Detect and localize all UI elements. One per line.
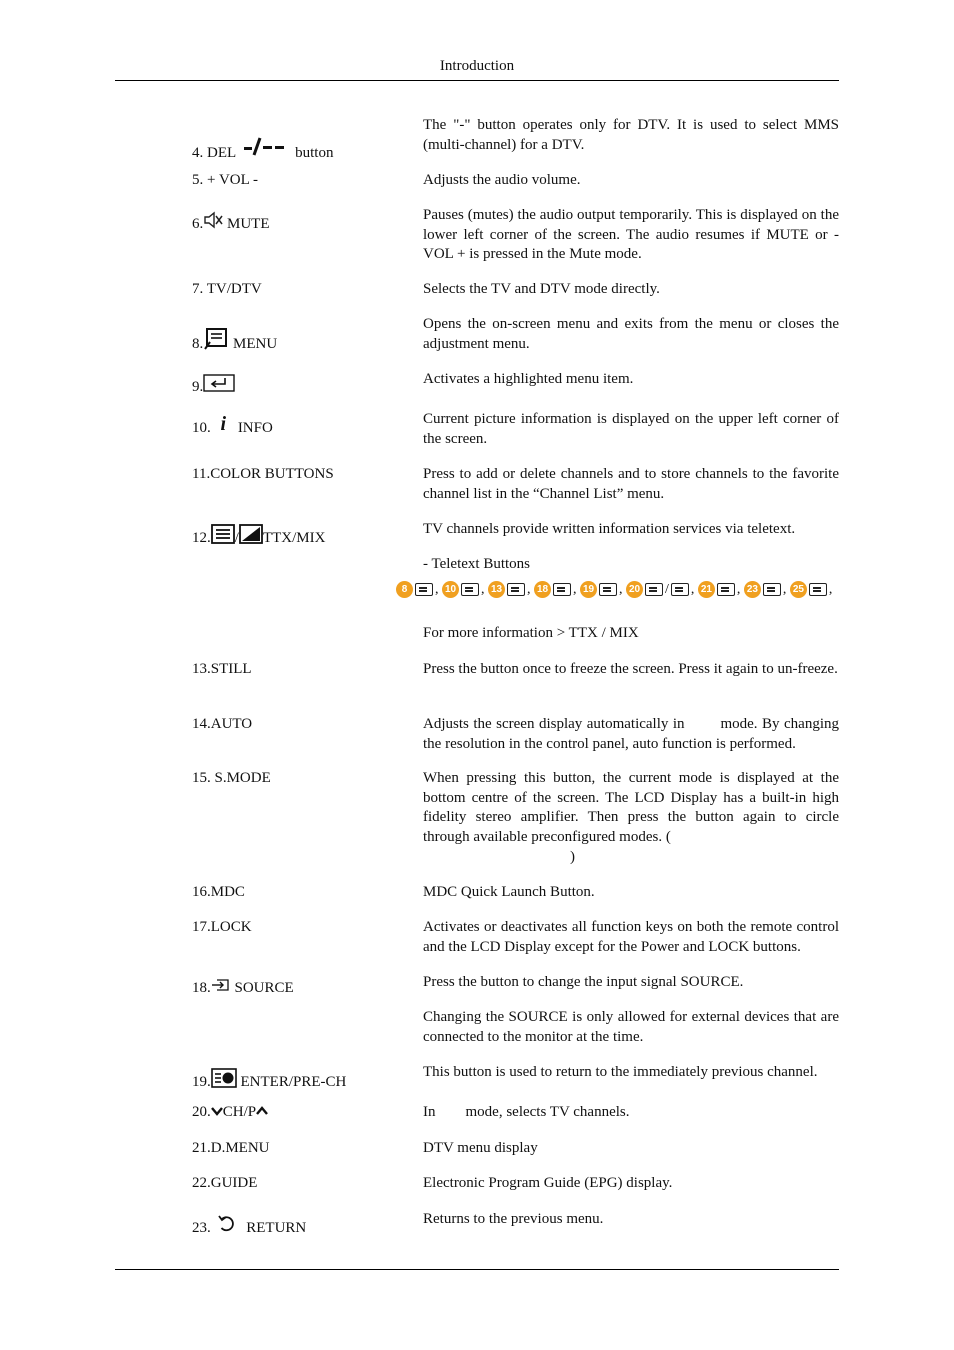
label-enter: 9. [192,374,235,398]
header-rule [115,80,839,81]
enter-icon [203,374,235,392]
ttx-badge: 19 [580,581,597,598]
label-source: 18. SOURCE [192,980,294,996]
desc-del: The "-" button operates only for DTV. It is used to select MMS (multi-channel) for a DTV. [423,117,839,153]
ttx-badge: 13 [488,581,505,598]
ttx-badge: 23 [744,581,761,598]
teletext-key-icon [415,583,433,596]
label-mdc: 16.MDC [192,884,245,900]
desc-color-buttons: Press to add or delete channels and to store channels to the favorite channel list in the “Channel List” menu. [423,466,839,502]
chevron-up-icon [256,1106,268,1116]
desc-guide: Electronic Program Guide (EPG) display. [423,1175,673,1191]
desc-still: Press the button once to freeze the screen. Press it again to un-freeze. [423,661,838,677]
label-ttxmix: 12. / TTX/MIX [192,524,325,549]
teletext-key-icon [599,583,617,596]
teletext-key-icon [553,583,571,596]
desc-lock: Activates or deactivates all function keys on both the remote control and the LCD Display except for the Power and LOCK buttons. [423,919,839,955]
ttx-badge: 20 [626,581,643,598]
desc-source: Press the button to change the input signal SOURCE. [423,974,744,990]
desc-ttxmix: TV channels provide written information services via teletext. [423,521,796,537]
desc-smode: When pressing this button, the current mode is displayed at the bottom centre of the screen. The LCD Display has a built-in high fidelity stereo amplifier. Then press the button again to circle through available preconfigured modes. ( [423,770,839,845]
desc-smode-end: ) [570,849,575,865]
ttx-badge: 8 [396,581,413,598]
desc-auto: Adjusts the screen display automatically in mode. By changing the resolution in the control panel, auto function is performed. [423,716,843,752]
label-del: 4. DEL button [192,135,333,164]
label-menu: 8. MENU [192,327,277,355]
teletext-key-icon [763,583,781,596]
desc-info: Current picture information is displayed on the upper left corner of the screen. [423,411,839,447]
label-auto: 14.AUTO [192,716,253,732]
desc-enter: Activates a highlighted menu item. [423,371,634,387]
teletext-key-icon [717,583,735,596]
mix-icon [239,524,263,544]
desc-chp: In mode, selects TV channels. [423,1104,630,1120]
label-still: 13.STILL [192,661,252,677]
label-color-buttons: 11.COLOR BUTTONS [192,466,334,482]
teletext-button-row: 8 , 10 , 13 , 18 , 19 , 20 / , 21 , 23 , 25 , [396,580,832,600]
ttx-badge: 10 [442,581,459,598]
ttx-badge: 21 [698,581,715,598]
label-smode: 15. S.MODE [192,770,271,786]
desc-tvdtv: Selects the TV and DTV mode directly. [423,281,660,297]
mute-speaker-icon [203,211,223,229]
desc-vol: Adjusts the audio volume. [423,172,581,188]
teletext-key-icon [671,583,689,596]
ttx-badge: 25 [790,581,807,598]
ttx-icon [211,524,235,544]
desc-menu: Opens the on-screen menu and exits from the menu or closes the adjustment menu. [423,316,839,352]
teletext-key-icon [645,583,663,596]
return-icon [217,1214,237,1234]
footer-rule [115,1269,839,1270]
label-chp: 20. CH/P [192,1103,268,1123]
source-icon [211,978,231,992]
label-return: 23. RETURN [192,1214,306,1239]
desc-source-note: Changing the SOURCE is only allowed for external devices that are connected to the monitor at the time. [423,1009,839,1045]
desc-mdc: MDC Quick Launch Button. [423,884,595,900]
label-prech: 19. ENTER/PRE-CH [192,1068,346,1093]
label-tvdtv: 7. TV/DTV [192,281,262,297]
teletext-subheading: - Teletext Buttons [423,556,530,572]
ttx-more-info: For more information > TTX / MIX [423,625,639,641]
del-dash-icon [243,135,287,159]
teletext-key-icon [809,583,827,596]
desc-dmenu: DTV menu display [423,1140,538,1156]
label-lock: 17.LOCK [192,919,252,935]
menu-icon [203,327,229,351]
label-mute: 6. MUTE [192,211,270,235]
desc-mute: Pauses (mutes) the audio output temporarily. This is displayed on the lower left corner of the screen. The audio resumes if MUTE or - VOL + is pressed in the Mute mode. [423,207,839,262]
label-info: 10. i INFO [192,413,273,436]
label-vol: 5. + VOL - [192,172,258,188]
pre-ch-icon [211,1068,237,1088]
chevron-down-icon [211,1106,223,1116]
label-guide: 22.GUIDE [192,1175,258,1191]
ttx-badge: 18 [534,581,551,598]
desc-prech: This button is used to return to the immediately previous channel. [423,1064,818,1080]
label-dmenu: 21.D.MENU [192,1140,270,1156]
desc-return: Returns to the previous menu. [423,1211,604,1227]
info-icon: i [220,413,227,435]
page-header: Introduction [439,58,515,74]
teletext-key-icon [507,583,525,596]
teletext-key-icon [461,583,479,596]
